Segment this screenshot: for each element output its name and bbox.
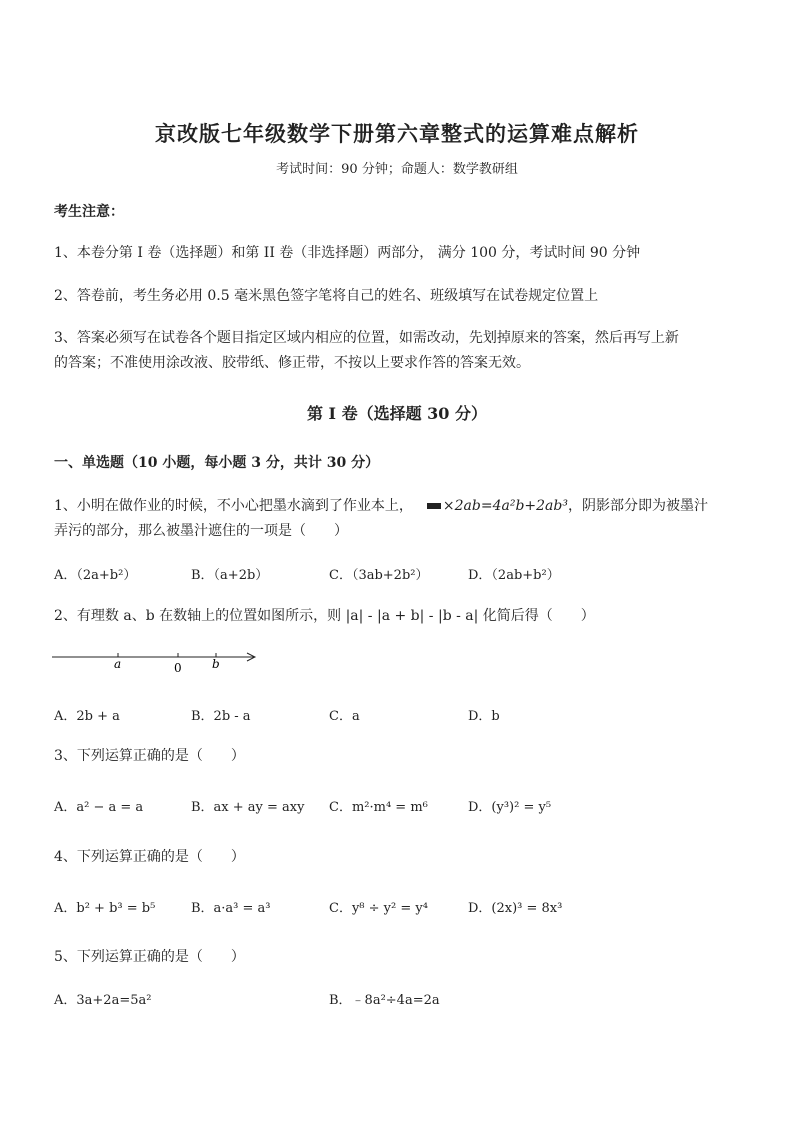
question-3-option-a[interactable]: A．a² − a = a <box>54 800 144 815</box>
notice-item-2: 2、答卷前，考生务必用 0.5 毫米黑色签字笔将自己的姓名、班级填写在试卷规定位置上 <box>54 288 599 304</box>
number-line-label-b: b <box>212 657 220 671</box>
question-4-stem: 4、下列运算正确的是（ ） <box>54 849 245 865</box>
notice-item-3-cont: 的答案；不准使用涂改液、胶带纸、修正带，不按以上要求作答的答案无效。 <box>54 355 530 371</box>
question-1-stem-cont: 弄污的部分，那么被墨汁遮住的一项是（ ） <box>54 523 348 539</box>
question-1-option-a[interactable]: A．（2a+b²） <box>54 568 137 583</box>
question-4-option-c[interactable]: C．y⁸ ÷ y² = y⁴ <box>329 901 428 916</box>
question-5-stem: 5、下列运算正确的是（ ） <box>54 949 245 965</box>
question-2-option-c[interactable]: C．a <box>329 709 360 724</box>
page-title: 京改版七年级数学下册第六章整式的运算难点解析 <box>155 121 639 146</box>
question-4-option-d[interactable]: D．(2x)³ = 8x³ <box>468 901 563 916</box>
question-1-text-a: 1、小明在做作业的时候，不小心把墨水滴到了作业本上， <box>54 498 413 514</box>
question-5-option-a[interactable]: A．3a+2a=5a² <box>54 993 152 1008</box>
question-1-option-d[interactable]: D．（2ab+b²） <box>468 568 560 583</box>
notice-item-1: 1、本卷分第 I 卷（选择题）和第 II 卷（非选择题）两部分， 满分 100 分，考试时间 90 分钟 <box>54 245 641 261</box>
question-2-option-b[interactable]: B．2b - a <box>191 709 251 724</box>
question-2-option-d[interactable]: D．b <box>468 709 500 724</box>
question-3-stem: 3、下列运算正确的是（ ） <box>54 748 245 764</box>
question-1-text-b: ，阴影部分即为被墨汁 <box>567 498 708 514</box>
question-1-option-c[interactable]: C．（3ab+2b²） <box>329 568 429 583</box>
number-line <box>50 645 265 675</box>
question-3-option-d[interactable]: D．(y³)² = y⁵ <box>468 800 552 815</box>
exam-info: 考试时间：90 分钟；命题人：数学教研组 <box>276 162 518 177</box>
question-4-option-a[interactable]: A．b² + b³ = b⁵ <box>54 901 156 916</box>
notice-item-3: 3、答案必须写在试卷各个题目指定区域内相应的位置，如需改动，先划掉原来的答案，然后再写上新 <box>54 330 679 346</box>
question-2-option-a[interactable]: A．2b + a <box>54 709 120 724</box>
section-title: 第 I 卷（选择题 30 分） <box>306 404 488 423</box>
question-3-option-c[interactable]: C．m²·m⁴ = m⁶ <box>329 800 428 815</box>
part-title: 一、单选题（10 小题，每小题 3 分，共计 30 分） <box>54 455 380 471</box>
question-5-option-b[interactable]: B．﹣8a²÷4a=2a <box>329 993 440 1008</box>
question-3-option-b[interactable]: B．ax + ay = axy <box>191 800 305 815</box>
question-1-stem <box>54 495 708 515</box>
notice-heading: 考生注意： <box>54 204 124 220</box>
question-2-stem: 2、有理数 a、b 在数轴上的位置如图所示，则 |a| - |a + b| - |b - a| 化简后得（ ） <box>54 608 595 624</box>
question-1-formula: ×2ab=4a²b+2ab³ <box>442 498 568 514</box>
question-4-option-b[interactable]: B．a·a³ = a³ <box>191 901 271 916</box>
ink-blot-icon <box>427 503 441 509</box>
number-line-label-a: a <box>114 657 122 671</box>
question-1-option-b[interactable]: B．（a+2b） <box>191 568 269 583</box>
number-line-label-zero: 0 <box>174 661 182 675</box>
